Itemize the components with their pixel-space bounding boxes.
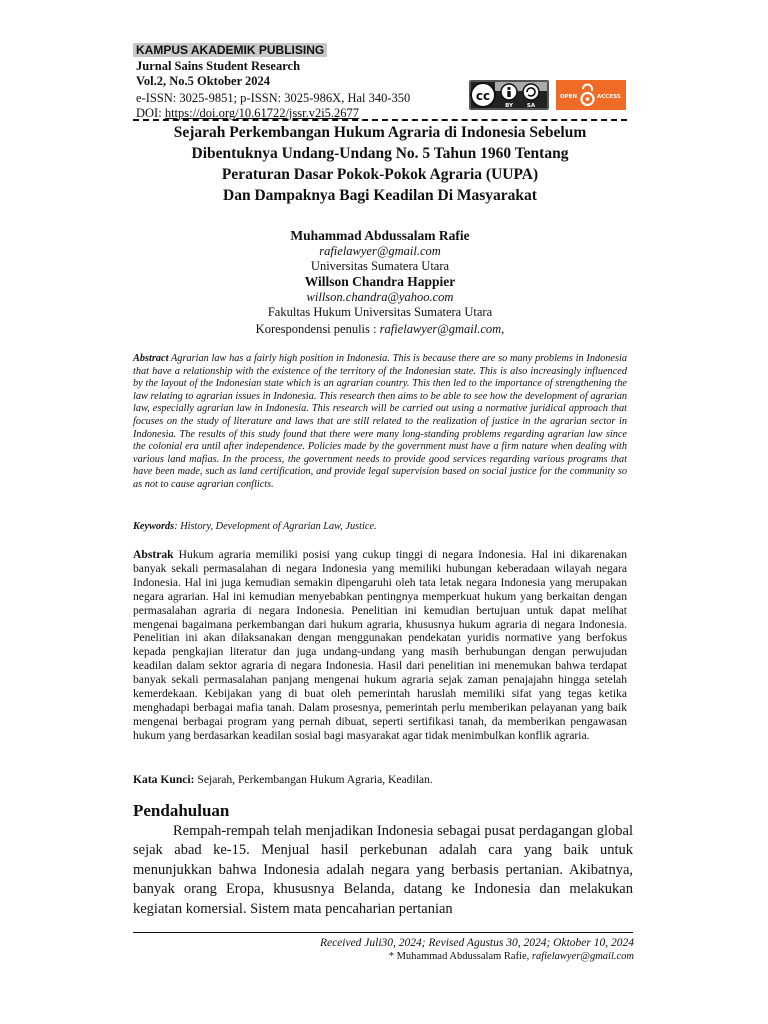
footnote-prefix: * Muhammad Abdussalam Rafie,	[388, 951, 532, 962]
publisher-name: KAMPUS AKADEMIK PUBLISING	[133, 43, 327, 57]
author-2-affiliation: Fakultas Hukum Universitas Sumatera Utara	[267, 305, 493, 319]
cc-mark: cc	[475, 89, 491, 103]
abstract-english	[133, 353, 627, 492]
keywords-english-text: : History, Development of Agrarian Law, Justice.	[174, 521, 377, 532]
abstract-english-text: Agrarian law has a fairly high position in Indonesia. This is because there are so many problems in Indonesia that have a relationship with the existence of the territory of the Indonesian state. This is also increasingly influenced by the layout of the Indonesian state which is an agrarian country. This then led to the importance of strengthening the law relating to agrarian issues in Indonesia. This research then aims to be able to see how the development of agrarian law, especially agrarian law in Indonesia. This research will be carried out using a normative juridical approach that focuses on the study of literature and laws that are still related to the realization of justice in the agrarian sector in Indonesia. The results of this study found that there were many long-standing problems regarding agrarian law since the colonial era until after independence. Policies made by the government must have a firm nature when dealing with various land mafias. In the process, the government needs to provide good services regarding various programs that have been made, such as land certification, and provide legal supervision based on social justice for the community so as not to cause agrarian conflicts.	[133, 353, 627, 490]
doi-link[interactable]: https://doi.org/10.61722/jssr.v2i5.2677	[164, 106, 360, 120]
correspondence-email[interactable]: rafielawyer@gmail.com,	[379, 322, 505, 336]
journal-issn: e-ISSN: 3025-9851; p-ISSN: 3025-986X, Hal 340-350	[136, 91, 411, 105]
cc-by-sa-badge[interactable]	[469, 80, 549, 110]
title-line-1: Sejarah Perkembangan Hukum Agraria di Indonesia Sebelum	[173, 124, 587, 141]
cc-license-icon	[469, 80, 549, 110]
received-dates: Received Juli30, 2024; Revised Agustus 30, 2024; Oktober 10, 2024	[319, 937, 634, 949]
author-1-name: Muhammad Abdussalam Rafie	[290, 228, 470, 243]
correspondence-label: Korespondensi penulis :	[255, 322, 380, 336]
open-access-badge[interactable]	[556, 80, 626, 110]
footnote-author	[133, 950, 634, 964]
keywords-indonesian-label: Kata Kunci:	[133, 773, 195, 786]
abstract-indonesian-text: Hukum agraria memiliki posisi yang cukup tinggi di negara Indonesia. Hal ini dikarenakan banyak sekali permasalahan di negara Indonesia yang memiliki hubungan keberadaan wilayah negara Indonesia. Hal ini juga kemudian semakin dipengaruhi oleh tata letak negara Indonesia yang merupakan negara agrarian. Hal ini kemudian menyebabkan pentingnya memperkuat hukum yang berkaitan dengan permasalahan agraria di negara Indonesia. Penelitian ini kemudian bertujuan untuk dapat melihat mengenai bagaimana perkembangan dari hukum agraria, khususnya hukum agraria di negara Indonesia. Penelitian ini akan dilaksanakan dengan menggunakan pendekatan yuridis normative yang berfokus kepada pengkajian literatur dan juga undang-undang yang masih berhubungan dengan perwujudan keadilan dalam sektor agraria di negara Indonesia. Hasil dari penelitian ini menemukan bahwa terdapat banyak sekali permasalahan panjang mengenai hukum agraria sejak zaman penajajahn hingga setelah kemerdekaan. Kebijakan yang di buat oleh pemerintah haruslah memiliki sifat yang tegas ketika menghadapi berbagai mafia tanah. Dalam prosesnya, pemerintah perlu memberikan pelayanan yang baik mengenai berbagai program yang pernah dibuat, seperti sertifikasi tanah, da memberikan pengawasan hukum yang berdasarkan keadilan sosial bagi masyarakat agar tidak menimbulkan konflik agraria.	[133, 548, 627, 742]
doi-label: DOI:	[136, 106, 162, 120]
author-1	[133, 228, 627, 274]
cc-by-label: BY	[505, 103, 513, 109]
author-2	[133, 274, 627, 320]
abstract-english-label: Abstract	[133, 353, 169, 364]
introduction-paragraph	[133, 822, 633, 919]
abstract-indonesian-label: Abstrak	[133, 548, 174, 561]
keywords-indonesian-text: Sejarah, Perkembangan Hukum Agraria, Keadilan.	[194, 773, 433, 786]
author-2-email[interactable]: willson.chandra@yahoo.com	[306, 290, 454, 304]
journal-volume: Vol.2, No.5 Oktober 2024	[136, 74, 271, 88]
footer-divider	[133, 932, 633, 933]
abstract-indonesian	[133, 548, 627, 743]
correspondence	[133, 322, 627, 337]
keywords-indonesian	[133, 773, 627, 787]
oa-access-label: ACCESS	[597, 94, 621, 100]
journal-name: Jurnal Sains Student Research	[136, 59, 301, 73]
title-line-2: Dibentuknya Undang-Undang No. 5 Tahun 1960 Tentang	[191, 145, 569, 162]
header-divider	[133, 119, 627, 121]
footnote-email[interactable]: rafielawyer@gmail.com	[531, 951, 634, 962]
author-2-name: Willson Chandra Happier	[304, 274, 456, 289]
keywords-english	[133, 521, 627, 534]
author-1-email[interactable]: rafielawyer@gmail.com	[319, 244, 441, 258]
section-heading-introduction: Pendahuluan	[133, 801, 230, 820]
cc-sa-label: SA	[526, 103, 536, 109]
keywords-english-label: Keywords	[133, 521, 175, 532]
introduction-text: Rempah-rempah telah menjadikan Indonesia sebagai pusat perdagangan global sejak abad ke-15. Menjual hasil perkebunan adalah cara yang baik untuk menunjukkan bahwa Indonesia adalah negara yang berbasis pertanian. Akibatnya, banyak orang Eropa, khususnya Belanda, datang ke Indonesia dan melakukan kegiatan komersial. Sistem mata pencaharian pertanian	[133, 823, 633, 917]
article-title	[133, 122, 627, 206]
oa-open-label: OPEN	[560, 94, 578, 100]
open-access-icon	[556, 80, 626, 110]
author-1-affiliation: Universitas Sumatera Utara	[310, 259, 450, 273]
title-line-4: Dan Dampaknya Bagi Keadilan Di Masyarakat	[223, 187, 537, 204]
title-line-3: Peraturan Dasar Pokok-Pokok Agraria (UUPA)	[221, 166, 539, 183]
